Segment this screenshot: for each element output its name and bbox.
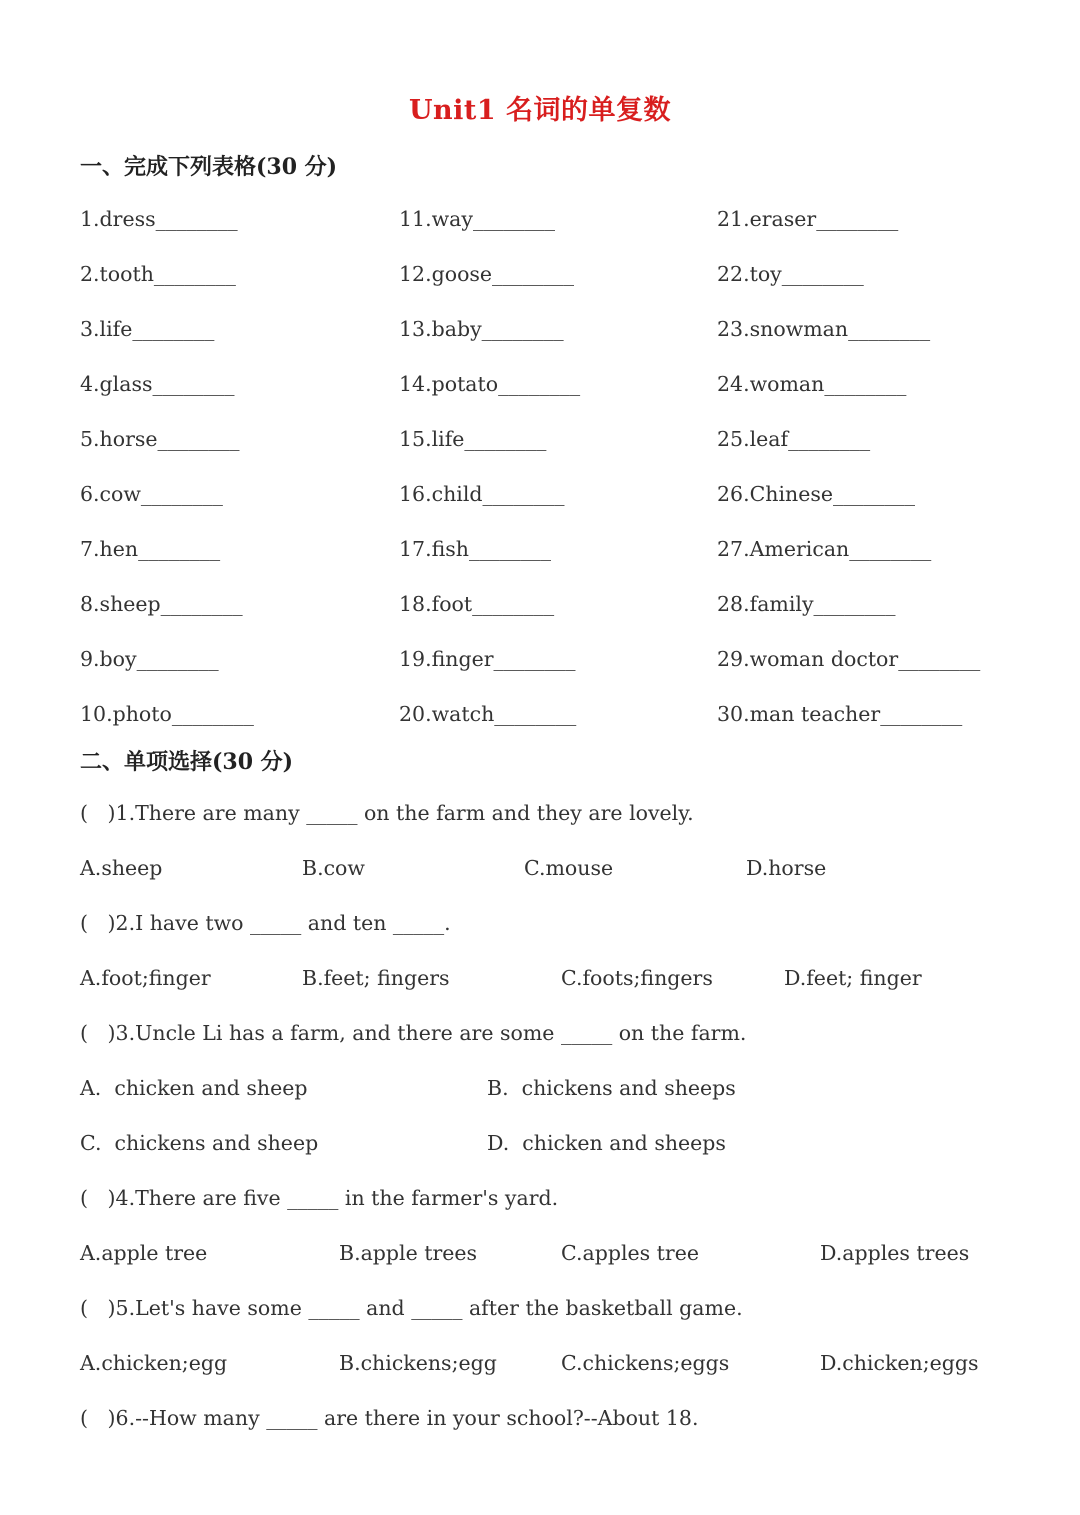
question-stem: ( )4.There are five _____ in the farmer's yard. [80,1186,559,1210]
option-b: B.cow [302,856,365,880]
option-c: C. chickens and sheep [80,1131,319,1155]
table-item: 20.watch________ [399,702,577,726]
page-title: Unit1 名词的单复数 [408,95,672,126]
table-item: 16.child________ [399,482,565,506]
table-item: 4.glass________ [80,372,235,396]
table-item: 23.snowman________ [717,317,931,341]
table-item: 27.American________ [717,537,932,561]
question-stem: ( )3.Uncle Li has a farm, and there are some _____ on the farm. [80,1021,747,1045]
table-item: 14.potato________ [399,372,581,396]
table-item: 29.woman doctor________ [717,647,981,671]
table-item: 12.goose________ [399,262,575,286]
table-item: 10.photo________ [80,702,254,726]
table-item: 25.leaf________ [717,427,871,451]
table-item: 8.sheep________ [80,592,243,616]
table-item: 6.cow________ [80,482,223,506]
option-c: C.foots;fingers [561,966,713,990]
option-d: D.apples trees [820,1241,970,1265]
table-item: 2.tooth________ [80,262,236,286]
question-stem: ( )6.--How many _____ are there in your school?--About 18. [80,1406,699,1430]
table-item: 5.horse________ [80,427,240,451]
option-d: D.horse [746,856,827,880]
option-a: A.foot;finger [80,966,211,990]
option-d: D.chicken;eggs [820,1351,979,1375]
table-item: 22.toy________ [717,262,864,286]
option-a: A. chicken and sheep [80,1076,308,1100]
table-item: 3.life________ [80,317,215,341]
table-item: 9.boy________ [80,647,219,671]
table-item: 30.man teacher________ [717,702,963,726]
option-d: D.feet; finger [784,966,922,990]
question-stem: ( )2.I have two _____ and ten _____. [80,911,451,935]
option-d: D. chicken and sheeps [487,1131,726,1155]
table-item: 28.family________ [717,592,896,616]
table-item: 1.dress________ [80,207,238,231]
option-b: B. chickens and sheeps [487,1076,736,1100]
section-2-heading: 二、单项选择(30 分) [80,749,294,775]
option-b: B.chickens;egg [339,1351,497,1375]
option-c: C.mouse [524,856,614,880]
table-item: 19.finger________ [399,647,576,671]
table-item: 17.fish________ [399,537,551,561]
option-a: A.sheep [80,856,163,880]
option-a: A.apple tree [80,1241,208,1265]
option-b: B.feet; fingers [302,966,450,990]
option-b: B.apple trees [339,1241,478,1265]
option-a: A.chicken;egg [80,1351,228,1375]
table-item: 13.baby________ [399,317,564,341]
table-item: 15.life________ [399,427,547,451]
table-item: 7.hen________ [80,537,221,561]
section-1-heading: 一、完成下列表格(30 分) [80,154,338,180]
table-item: 11.way________ [399,207,555,231]
table-item: 26.Chinese________ [717,482,916,506]
table-item: 21.eraser________ [717,207,899,231]
table-item: 24.woman________ [717,372,907,396]
option-c: C.chickens;eggs [561,1351,730,1375]
question-stem: ( )1.There are many _____ on the farm and they are lovely. [80,801,694,825]
table-item: 18.foot________ [399,592,555,616]
option-c: C.apples tree [561,1241,699,1265]
question-stem: ( )5.Let's have some _____ and _____ after the basketball game. [80,1296,743,1320]
